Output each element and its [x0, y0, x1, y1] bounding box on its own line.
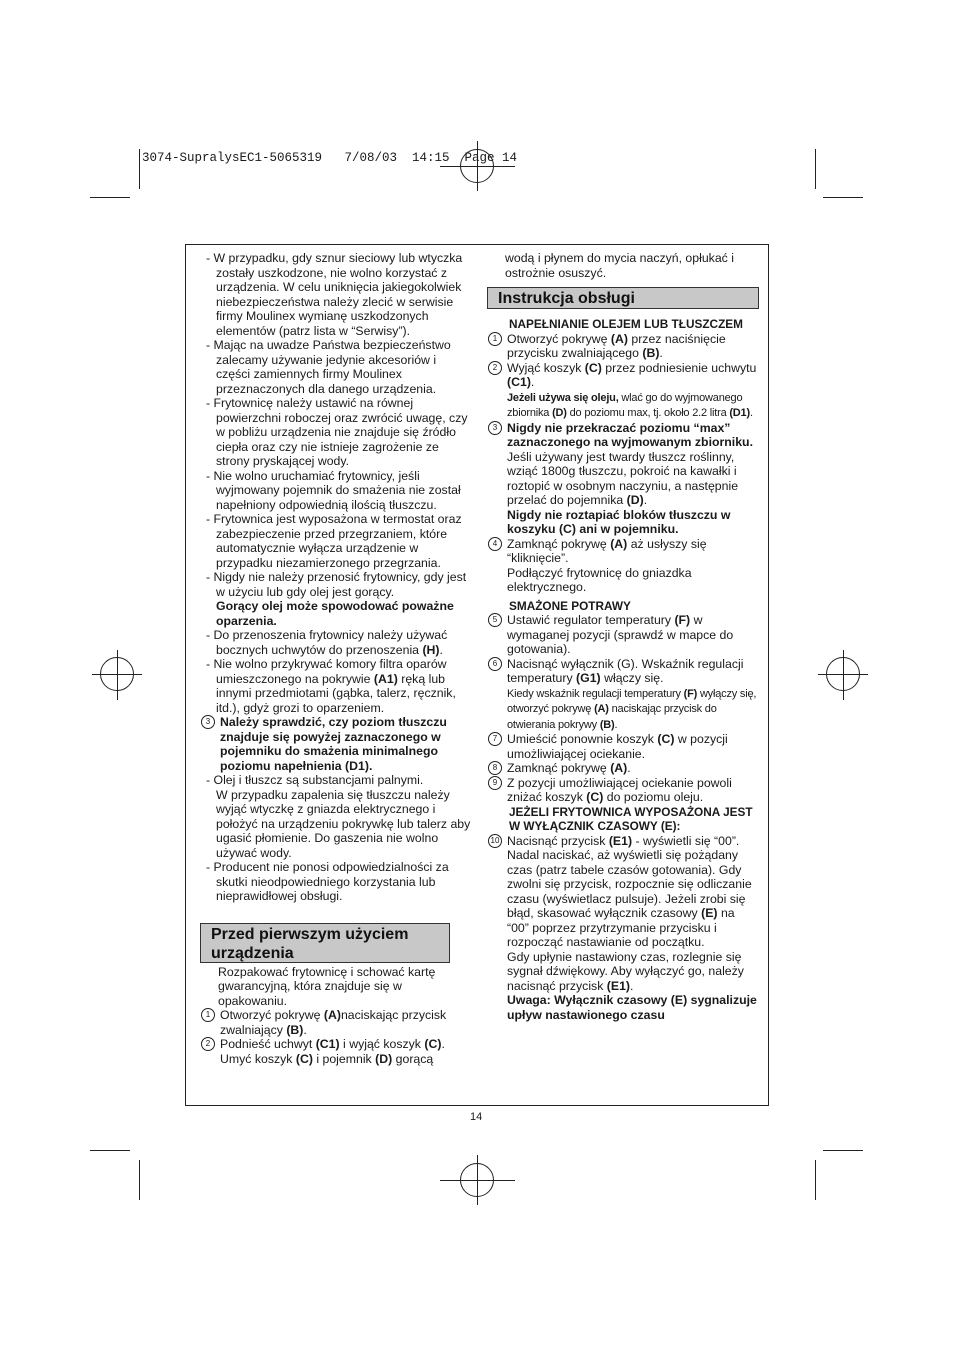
crop-mark: [815, 1160, 816, 1200]
left-column: [200, 251, 472, 1066]
numbered-step: 3 Należy sprawdzić, czy poziom tłuszczu znajduje się powyżej zaznaczonego w pojemniku do smażenia minimalnego poziomu napełnienia (D1).: [200, 715, 472, 773]
step-number-icon: 8: [488, 761, 502, 775]
section-heading: Przed pierwszym użyciem urządzenia: [200, 923, 450, 963]
list-item: - Producent nie ponosi odpowiedzialności za skutki nieodpowiedniego korzystania lub nieprawidłowej obsługi.: [206, 860, 449, 903]
list-item: - Frytownica jest wyposażona w termostat oraz zabezpieczenie przed przegrzaniem, które automatycznie wyłącza urządzenie w przypadku niezamierzonego przegrzania.: [206, 512, 462, 570]
print-header: 3074-SupralysEC1-5065319 7/08/03 14:15 Page 14: [142, 151, 518, 165]
step-number-icon: 6: [488, 657, 502, 671]
subheading: NAPEŁNIANIE OLEJEM LUB TŁUSZCZEM: [509, 317, 743, 331]
subheading: JEŻELI FRYTOWNICA WYPOSAŻONA JEST W WYŁĄCZNIK CZASOWY (E):: [509, 804, 753, 833]
step-number-icon: 3: [488, 421, 502, 435]
numbered-step: 7 Umieścić ponownie koszyk (C) w pozycji umożliwiającej ociekanie.: [487, 732, 759, 761]
list-item: - Mając na uwadze Państwa bezpieczeństwo zalecamy używanie jedynie akcesoriów i części zamiennych firmy Moulinex przeznaczonych dla danego urządzenia.: [206, 338, 451, 396]
step-number-icon: 2: [201, 1037, 215, 1051]
numbered-step: 5 Ustawić regulator temperatury (F) w wymaganej pozycji (sprawdź w mapce do gotowania).: [487, 613, 759, 657]
crop-mark: [139, 149, 140, 189]
step-number-icon: 5: [488, 613, 502, 627]
list-item: - Nie wolno przykrywać komory filtra oparów umieszczonego na pokrywie (A1) ręką lub innymi przedmiotami (gąbka, talerz, ręcznik, itd.), gdyż grozi to oparzeniem.: [206, 657, 456, 715]
step-number-icon: 2: [488, 361, 502, 375]
list-item: - Olej i tłuszcz są substancjami palnymi. W przypadku zapalenia się tłuszczu należy wyjąć wtyczkę z gniazda elektrycznego i położyć na urządzeniu pokrywkę lub talerz aby ugasić płomienie. Do gaszenia nie wolno używać wody.: [206, 773, 471, 860]
numbered-step: 8 Zamknąć pokrywę (A).: [487, 761, 759, 776]
list-item: - Nie wolno uruchamiać frytownicy, jeśli wyjmowany pojemnik do smażenia nie został napełniony odpowiednią ilością tłuszczu.: [206, 468, 461, 512]
numbered-step: 10 Nacisnąć przycisk (E1) - wyświetli się “00”. Nadal naciskać, aż wyświetli się pożądany czas (patrz tabele czasów gotowania). Gdy zwolni się przycisk, rozpocznie się odliczanie czasu (wyświetlacz pulsuje). Jeżeli zrobi się błąd, skasować wyłącznik czasowy (E) na “00” poprzez przytrzymanie przycisku i rozpocząć nastawianie od początku. Gdy upłynie nastawiony czas, rozlegnie się sygnał dźwiękowy. Aby wyłączyć go, należy nacisnąć przycisk (E1). Uwaga: Wyłącznik czasowy (E) sygnalizuje upływ nastawionego czasu: [487, 834, 759, 1023]
list-item: - Do przenoszenia frytownicy należy używać bocznych uchwytów do przenoszenia (H).: [206, 628, 448, 657]
numbered-step: 4 Zamknąć pokrywę (A) aż usłyszy się “kliknięcie”. Podłączyć frytownicę do gniazdka elektrycznego.: [487, 537, 759, 595]
crop-mark: [823, 1150, 863, 1151]
list-item: - Frytownicę należy ustawić na równej powierzchni roboczej oraz zwrócić uwagę, czy w pobliżu urządzenia nie znajduje się źródło ciepła oraz czy nie istnieje zagrożenie ze strony pryskającej wody.: [206, 396, 468, 468]
numbered-step: 1 Otworzyć pokrywę (A)naciskając przycisk zwalniający (B).: [200, 1008, 472, 1037]
step-number-icon: 10: [488, 834, 502, 848]
crop-mark: [90, 1150, 130, 1151]
numbered-step: 1 Otworzyć pokrywę (A) przez naciśnięcie przycisku zwalniającego (B).: [487, 332, 759, 361]
step-number-icon: 1: [488, 332, 502, 346]
crop-mark: [139, 1160, 140, 1200]
list-item: - Nigdy nie należy przenosić frytownicy, gdy jest w użyciu lub gdy olej jest gorący. Gorący olej może spowodować poważne oparzenia.: [206, 570, 467, 628]
subheading: SMAŻONE POTRAWY: [509, 598, 631, 613]
list-item: - W przypadku, gdy sznur sieciowy lub wtyczka zostały uszkodzone, nie wolno korzystać z urządzenia. W celu uniknięcia jakiegokolwiek niebezpieczeństwa należy zlecić w serwisie firmy Moulinex wymianę uszkodzonych elementów (patrz lista w “Serwisy”).: [206, 251, 463, 338]
step-number-icon: 9: [488, 776, 502, 790]
numbered-step: 6 Nacisnąć wyłącznik (G). Wskaźnik regulacji temperatury (G1) włączy się. Kiedy wskaźnik regulacji temperatury (F) wyłączy się, otworzyć pokrywę (A) naciskając przycisk do otwierania pokrywy (B).: [487, 657, 759, 733]
numbered-step: 3 Nigdy nie przekraczać poziomu “max” zaznaczonego na wyjmowanym zbiorniku. Jeśli używany jest twardy tłuszcz roślinny, wziąć 1800g tłuszczu, pokroić na kawałki i roztopić w osobnym naczyniu, a następnie przelać do pojemnika (D). Nigdy nie roztapiać bloków tłuszczu w koszyku (C) ani w pojemniku.: [487, 421, 759, 537]
right-column: [487, 251, 759, 1022]
step-number-icon: 3: [201, 715, 215, 729]
section-heading: Instrukcja obsługi: [487, 287, 759, 309]
page-number: 14: [470, 1111, 483, 1123]
paragraph: wodą i płynem do mycia naczyń, opłukać i ostrożnie osuszyć.: [505, 251, 734, 280]
step-number-icon: 7: [488, 732, 502, 746]
step-number-icon: 4: [488, 537, 502, 551]
crop-mark: [90, 197, 130, 198]
numbered-step: 2 Wyjąć koszyk (C) przez podniesienie uchwytu (C1). Jeżeli używa się oleju, wlać go do wyjmowanego zbiornika (D) do poziomu max, tj. około 2.2 litra (D1).: [487, 361, 759, 421]
crop-mark: [815, 149, 816, 189]
numbered-step: 2 Podnieść uchwyt (C1) i wyjąć koszyk (C). Umyć koszyk (C) i pojemnik (D) gorącą: [200, 1037, 472, 1066]
paragraph: Rozpakować frytownicę i schować kartę gwarancyjną, która znajduje się w opakowaniu.: [218, 964, 436, 1008]
step-number-icon: 1: [201, 1008, 215, 1022]
numbered-step: 9 Z pozycji umożliwiającej ociekanie powoli zniżać koszyk (C) do poziomu oleju.: [487, 776, 759, 805]
crop-mark: [823, 197, 863, 198]
